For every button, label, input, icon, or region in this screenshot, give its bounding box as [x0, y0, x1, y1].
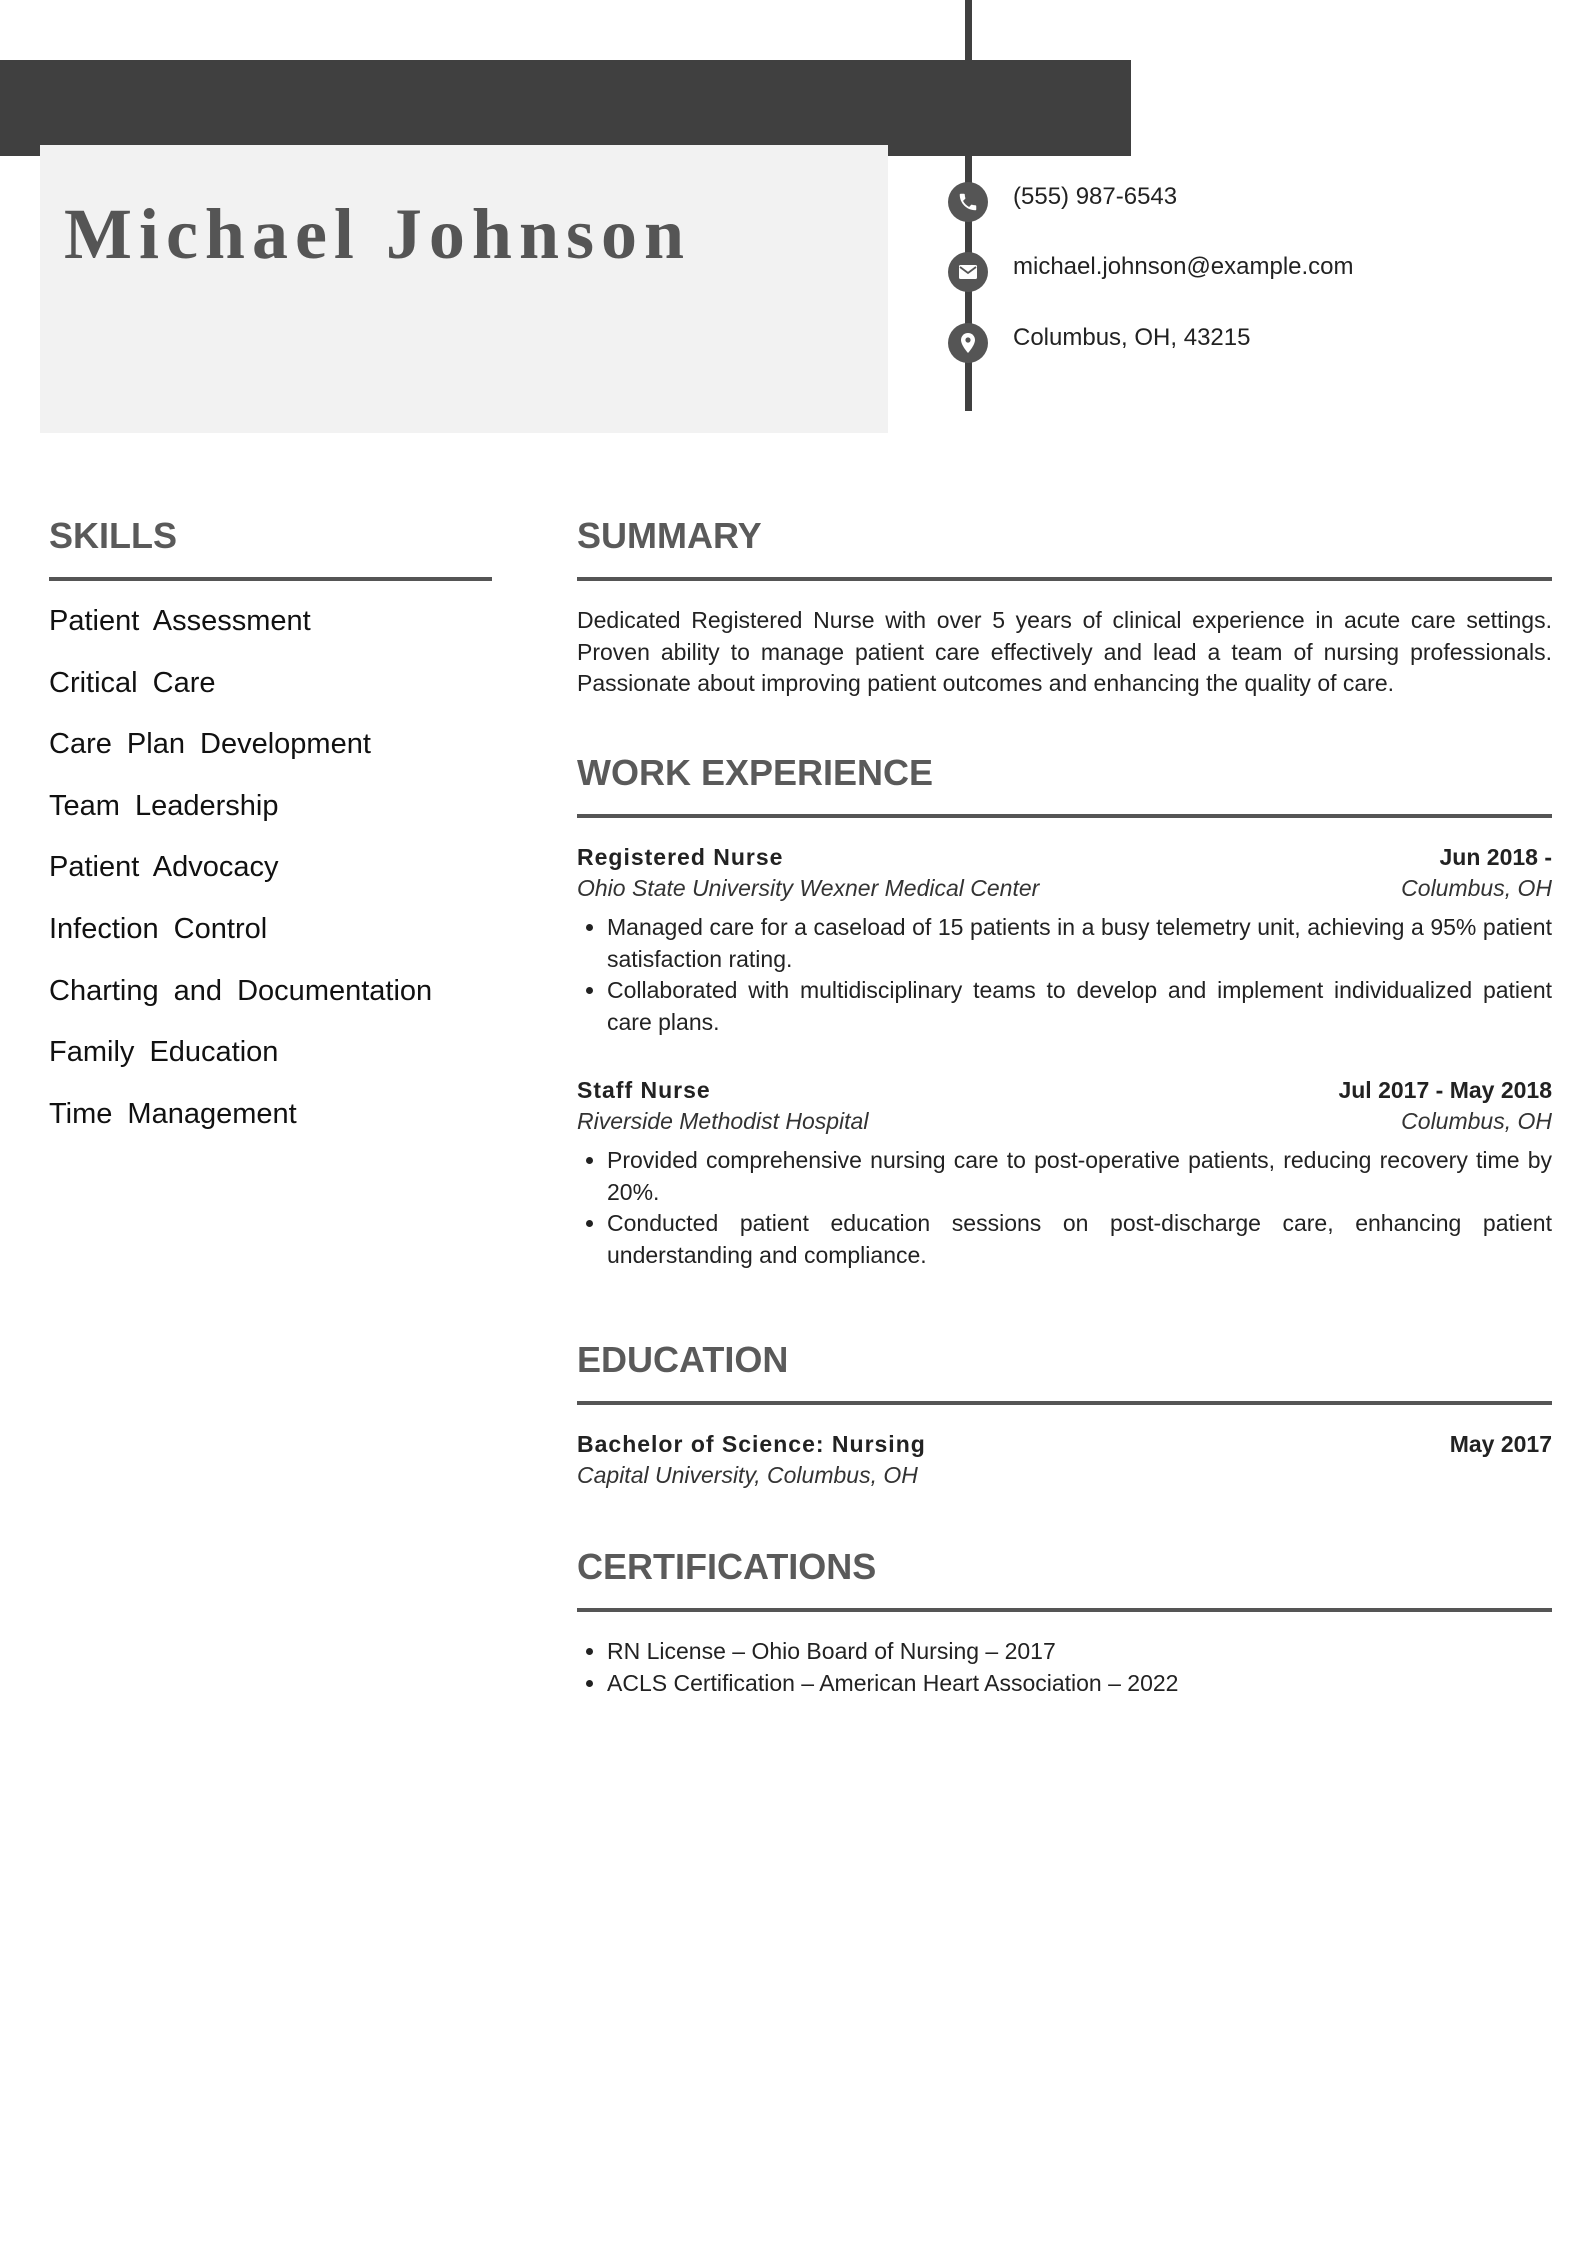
job-employer: Ohio State University Wexner Medical Center: [577, 875, 1040, 901]
location-text: Columbus, OH, 43215: [1013, 324, 1251, 351]
school-name: Capital University, Columbus, OH: [577, 1462, 918, 1488]
job-title: Registered Nurse: [577, 844, 784, 870]
degree-title: Bachelor of Science: Nursing: [577, 1431, 926, 1457]
email-icon: [948, 252, 988, 292]
phone-number: (555) 987-6543: [1013, 183, 1178, 210]
skill-item: Patient Advocacy: [49, 851, 279, 884]
certification-item: • RN License – Ohio Board of Nursing – 2017: [607, 1636, 1552, 1668]
education-entry: [577, 1429, 1552, 1491]
skill-item: Patient Assessment: [49, 605, 311, 637]
experience-rule: [577, 814, 1552, 818]
certifications-rule: [577, 1608, 1552, 1612]
job-bullet: • Conducted patient education sessions on post-discharge care, enhancing patient understanding and compliance.: [607, 1208, 1552, 1271]
job-bullet: • Collaborated with multidisciplinary teams to develop and implement individualized patient care plans.: [607, 975, 1552, 1038]
experience-heading: WORK EXPERIENCE: [577, 752, 934, 793]
certifications-section: [577, 1628, 1552, 1699]
phone-icon: [948, 182, 988, 222]
skills-list: [49, 604, 489, 1158]
skill-item: Team Leadership: [49, 789, 279, 822]
job-dates: Jul 2017 - May 2018: [1338, 1077, 1552, 1103]
certification-item: • ACLS Certification – American Heart Association – 2022: [607, 1668, 1552, 1700]
job-location: Columbus, OH: [1401, 875, 1552, 901]
skills-rule: [49, 577, 492, 581]
skill-item: Time Management: [49, 1097, 297, 1130]
location-icon: [948, 323, 988, 363]
job-bullets: [577, 1145, 1552, 1271]
skill-item: Family Education: [49, 1036, 279, 1069]
summary-heading: SUMMARY: [577, 515, 762, 556]
name-box: [40, 145, 888, 433]
certifications-heading: CERTIFICATIONS: [577, 1546, 877, 1587]
job-entry: [577, 842, 1552, 1038]
job-employer: Riverside Methodist Hospital: [577, 1108, 869, 1134]
summary-rule: [577, 577, 1552, 581]
job-bullets: [577, 912, 1552, 1038]
job-location: Columbus, OH: [1401, 1108, 1552, 1134]
job-bullet: • Provided comprehensive nursing care to post-operative patients, reducing recovery time by 20%.: [607, 1145, 1552, 1208]
candidate-name: Michael Johnson: [64, 194, 692, 274]
job-dates: Jun 2018 -: [1439, 844, 1552, 870]
skill-item: Infection Control: [49, 912, 268, 945]
education-rule: [577, 1401, 1552, 1405]
graduation-date: May 2017: [1449, 1431, 1552, 1457]
certification-list: [577, 1636, 1552, 1699]
job-bullet: • Managed care for a caseload of 15 patients in a busy telemetry unit, achieving a 95% patient satisfaction rating.: [607, 912, 1552, 975]
email-address: michael.johnson@example.com: [1013, 253, 1354, 280]
skill-item: Critical Care: [49, 666, 216, 699]
skill-item: Care Plan Development: [49, 728, 371, 761]
job-title: Staff Nurse: [577, 1077, 711, 1103]
skills-heading: SKILLS: [49, 515, 178, 556]
skill-item: Charting and Documentation: [49, 974, 433, 1007]
header-bar: [0, 60, 1131, 156]
job-entry: [577, 1075, 1552, 1271]
summary-section: [577, 605, 1552, 700]
summary-text: Dedicated Registered Nurse with over 5 years of clinical experience in acute care settings. Proven ability to manage patient care effectively and lead a team of nursing professionals. Passionate about improving patient outcomes and enhancing the quality of care.: [577, 607, 1552, 696]
education-heading: EDUCATION: [577, 1339, 789, 1380]
